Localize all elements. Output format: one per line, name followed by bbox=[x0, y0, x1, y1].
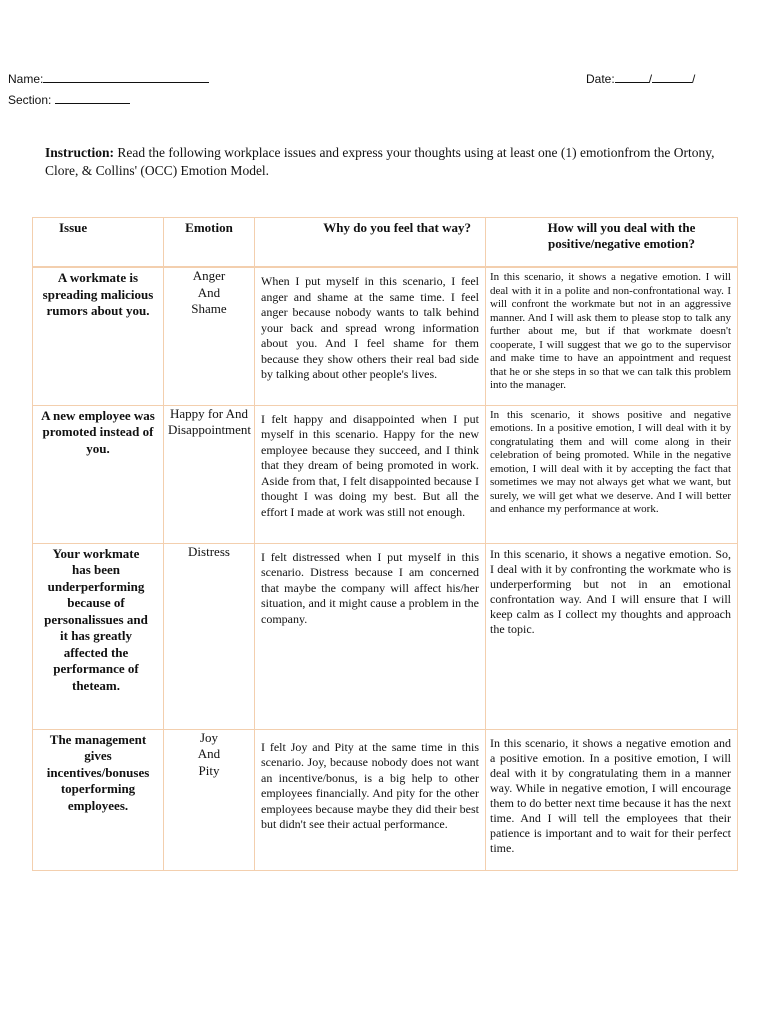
emotion-table bbox=[32, 217, 738, 871]
table-header-row bbox=[33, 218, 738, 268]
issue-cell: The management gives incentives/bonuses toperforming employees. bbox=[33, 729, 164, 870]
header-why: Why do you feel that way? bbox=[255, 218, 486, 268]
header-issue: Issue bbox=[33, 218, 164, 268]
date-label: Date: bbox=[586, 72, 615, 86]
date-day-blank[interactable] bbox=[652, 70, 692, 83]
why-cell: I felt happy and disappointed when I put myself in this scenario. Happy for the new employee because they succeed, and I think that they dream of being promoted in work. Aside from that, I felt disappointed because I thought I was doing my best. But all the effort I made at work was still not enough. bbox=[255, 405, 486, 543]
deal-cell: In this scenario, it shows a negative emotion. So, I deal with it by confronting the workmate who is underperforming but not in an emotional confrontation way. And I will ensure that I will keep calm as I collect my thoughts and approach the topic. bbox=[486, 543, 738, 729]
header-emotion: Emotion bbox=[164, 218, 255, 268]
name-label: Name: bbox=[8, 72, 44, 86]
why-cell: I felt Joy and Pity at the same time in this scenario. Joy, because nobody does not want an incentive/bonus, is a big help to other employees financially. And pity for the other employees because maybe they did their best but didn't see their actual performance. bbox=[255, 729, 486, 870]
emotion-cell: Distress bbox=[164, 543, 255, 729]
section-label: Section: bbox=[8, 93, 52, 107]
emotion-cell: Anger And Shame bbox=[164, 267, 255, 405]
date-field bbox=[586, 70, 695, 86]
section-blank-line[interactable] bbox=[55, 91, 130, 104]
emotion-cell: Joy And Pity bbox=[164, 729, 255, 870]
name-field bbox=[8, 70, 209, 86]
section-field bbox=[8, 91, 130, 107]
deal-cell: In this scenario, it shows positive and negative emotions. In a positive emotion, I will deal with it by congratulating them and will come along in their celebration of being promoted. While in the negative emotion, I will deal with it by accepting the fact that sometimes we may not always get what we want, but surely, we will get what we deserve. And I will better and enhance my performance at work. bbox=[486, 405, 738, 543]
issue-cell: Your workmate has been underperforming because of personalissues and it has greatly affected the performance of theteam. bbox=[33, 543, 164, 729]
date-separator: / bbox=[648, 72, 653, 86]
name-blank-line[interactable] bbox=[43, 70, 209, 83]
instruction-paragraph bbox=[45, 144, 735, 180]
issue-cell: A workmate is spreading malicious rumors about you. bbox=[33, 267, 164, 405]
deal-cell: In this scenario, it shows a negative emotion. I will deal with it in a polite and non-confrontational way. I will confront the workmate but not in an aggressive manner. And I will ask them to please stop to talk any further about me, but if that workmate doesn't cooperate, I will suggest that we go to the supervisor and make time to have an appointment and request that he or she steps in so that we can talk this problem into the manager. bbox=[486, 267, 738, 405]
deal-cell: In this scenario, it shows a negative emotion and a positive emotion. In a positive emotion, I will deal with it by congratulating them in a manner way. While in negative emotion, I will encourage them to do better next time because it has the next time. And I will tell the employees that their patience is important and to wait for their perfect time. bbox=[486, 729, 738, 870]
emotion-cell: Happy for And Disappointment bbox=[164, 405, 255, 543]
instruction-lead: Instruction: bbox=[45, 145, 115, 160]
table-row bbox=[33, 405, 738, 543]
date-separator: / bbox=[692, 72, 696, 86]
why-cell: I felt distressed when I put myself in this scenario. Distress because I am concerned that maybe the company will affect his/her situation, and it might cause a problem in the company. bbox=[255, 543, 486, 729]
why-cell: When I put myself in this scenario, I feel anger and shame at the same time. I feel anger because nobody wants to talk behind your back and spread wrong information about you. And I feel shame for them because they show others their real bad side by talking about other people's lives. bbox=[255, 267, 486, 405]
instruction-text: Read the following workplace issues and express your thoughts using at least one (1) emotionfrom the Ortony, Clore, & Collins' (OCC) Emotion Model. bbox=[45, 145, 715, 178]
date-month-blank[interactable] bbox=[615, 70, 649, 83]
table-row bbox=[33, 267, 738, 405]
header-deal: How will you deal with the positive/negative emotion? bbox=[486, 218, 738, 268]
issue-cell: A new employee was promoted instead of you. bbox=[33, 405, 164, 543]
table-row bbox=[33, 729, 738, 870]
table-row bbox=[33, 543, 738, 729]
